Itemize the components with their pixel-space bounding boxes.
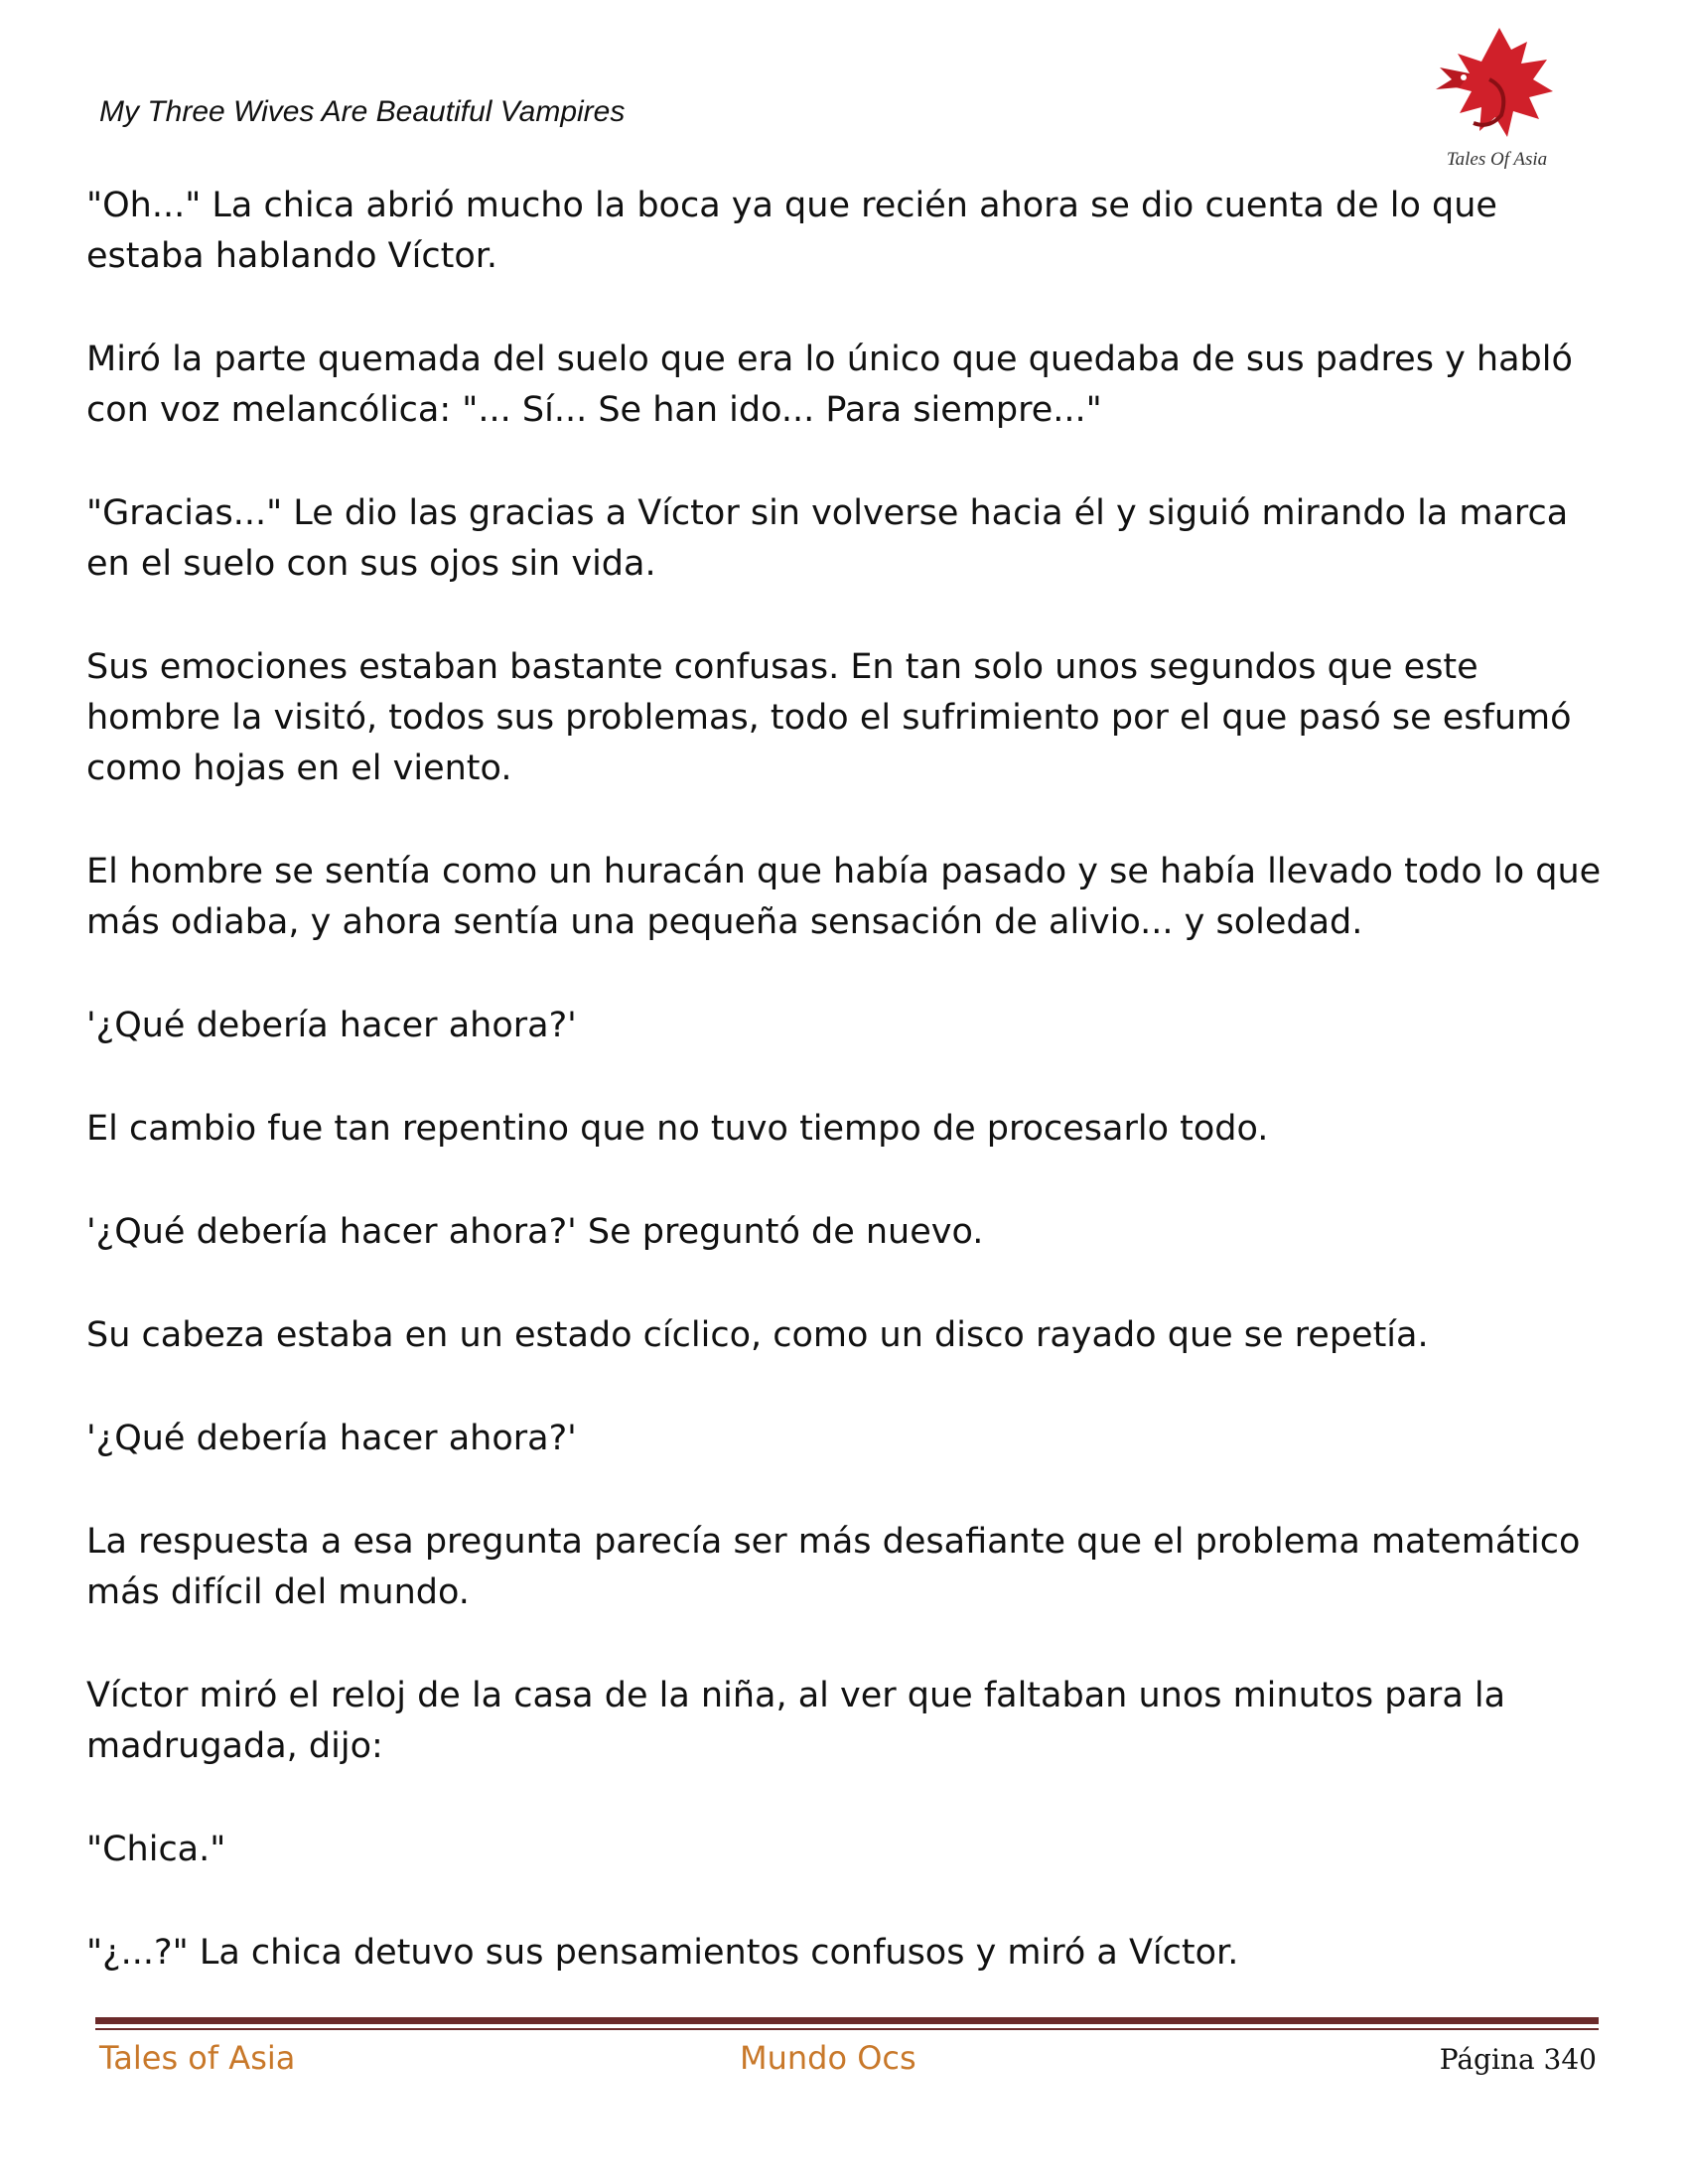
logo-text: Tales Of Asia bbox=[1446, 149, 1548, 170]
footer-site-name: Tales of Asia bbox=[99, 2039, 296, 2077]
paragraph: "Chica." bbox=[86, 1830, 226, 1869]
paragraph: '¿Qué debería hacer ahora?' Se preguntó de nuevo. bbox=[86, 1212, 984, 1252]
paragraph: El hombre se sentía como un huracán que había pasado y se había llevado todo lo que más odiaba, y ahora sentía una pequeña sensación de alivio... y soledad. bbox=[86, 852, 1602, 942]
paragraph: Su cabeza estaba en un estado cíclico, como un disco rayado que se repetía. bbox=[86, 1315, 1429, 1355]
paragraph: El cambio fue tan repentino que no tuvo tiempo de procesarlo todo. bbox=[86, 1109, 1269, 1149]
paragraph: Sus emociones estaban bastante confusas. En tan solo unos segundos que este hombre la visitó, todos sus problemas, todo el sufrimiento por el que pasó se esfumó como hojas en el viento. bbox=[86, 647, 1572, 788]
paragraph: "Gracias..." Le dio las gracias a Víctor sin volverse hacia él y siguió mirando la marca en el suelo con sus ojos sin vida. bbox=[86, 493, 1569, 584]
page-body bbox=[86, 181, 1616, 2031]
footer-divider-thin bbox=[95, 2028, 1599, 2030]
paragraph: '¿Qué debería hacer ahora?' bbox=[86, 1006, 577, 1045]
book-title: My Three Wives Are Beautiful Vampires bbox=[99, 95, 626, 128]
tales-of-asia-logo bbox=[1430, 20, 1564, 179]
paragraph: "Oh..." La chica abrió mucho la boca ya que recién ahora se dio cuenta de lo que estaba hablando Víctor. bbox=[86, 186, 1497, 276]
paragraph: Víctor miró el reloj de la casa de la niña, al ver que faltaban unos minutos para la madrugada, dijo: bbox=[86, 1676, 1506, 1766]
paragraph: "¿...?" La chica detuvo sus pensamientos confusos y miró a Víctor. bbox=[86, 1933, 1239, 1973]
page-number: Página 340 bbox=[1439, 2043, 1597, 2076]
paragraph: La respuesta a esa pregunta parecía ser más desafiante que el problema matemático más difícil del mundo. bbox=[86, 1522, 1581, 1612]
paragraph: '¿Qué debería hacer ahora?' bbox=[86, 1419, 577, 1458]
dragon-icon bbox=[1430, 20, 1564, 149]
footer-translator: Mundo Ocs bbox=[740, 2039, 916, 2077]
paragraph: Miró la parte quemada del suelo que era lo único que quedaba de sus padres y habló con voz melancólica: "... Sí... Se han ido... Para siempre..." bbox=[86, 340, 1573, 430]
footer-divider bbox=[95, 2017, 1599, 2024]
